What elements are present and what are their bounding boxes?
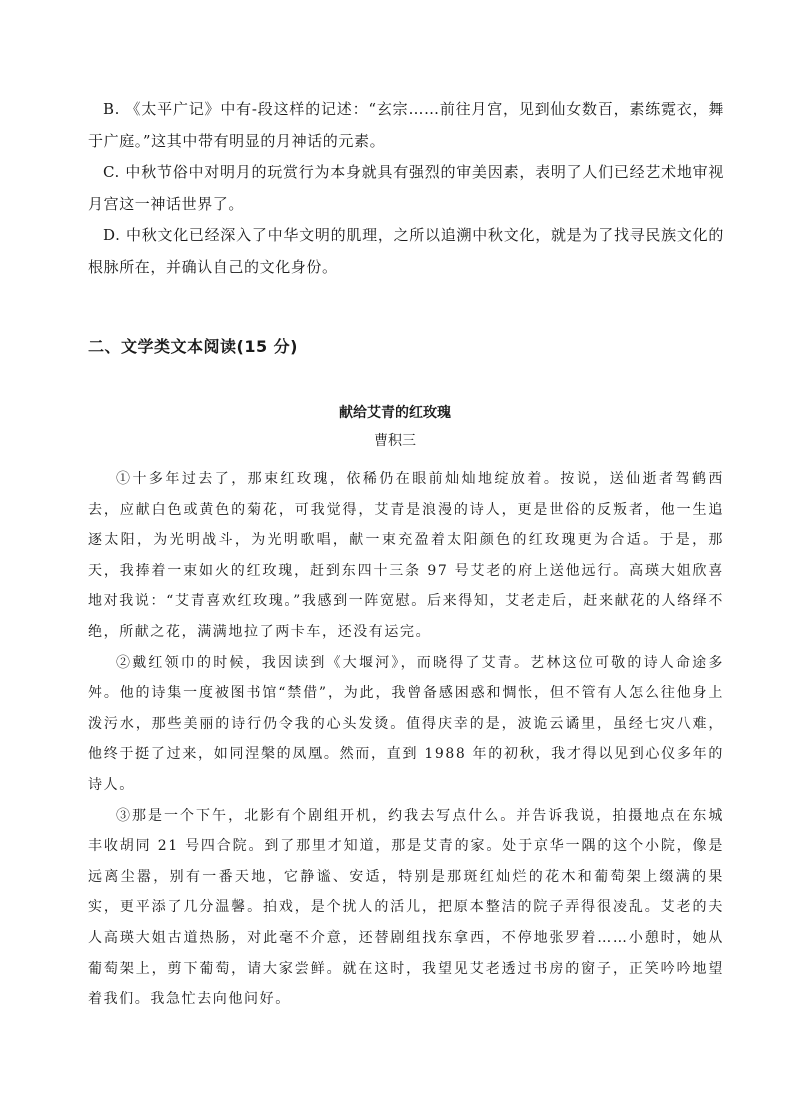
article-body (88, 464, 724, 1015)
answer-options (88, 94, 724, 283)
article-title: 献给艾青的红玫瑰 (339, 405, 451, 421)
option-d: D. 中秋文化已经深入了中华文明的肌理，之所以追溯中秋文化，就是为了找寻民族文化的根脉所在，并确认自己的文化身份。 (88, 226, 724, 276)
paragraph-3: ③那是一个下午，北影有个剧组开机，约我去写点什么。并告诉我说，拍摄地点在东城丰收胡同 21 号四合院。到了那里才知道，那是艾青的家。处于京华一隅的这个小院，像是远离尘嚣，别有一番天地，它静谧、安适，特别是那斑红灿烂的花木和葡萄架上缀满的果实，更平添了几分温馨。拍戏，是个扰人的活儿，把原本整洁的院子弄得很凌乱。艾老的夫人高瑛大姐古道热肠，对此毫不介意，还替剧组找东拿西，不停地张罗着……小憩时，她从葡萄架上，剪下葡萄，请大家尝鲜。就在这时，我望见艾老透过书房的窗子，正笑吟吟地望着我们。我急忙去向他问好。 (88, 807, 724, 1008)
option-c: C. 中秋节俗中对明月的玩赏行为本身就具有强烈的审美因素，表明了人们已经艺术地审视月宫这一神话世界了。 (88, 163, 724, 213)
paragraph-1: ①十多年过去了，那束红玫瑰，依稀仍在眼前灿灿地绽放着。按说，送仙逝者驾鹤西去，应献白色或黄色的菊花，可我觉得，艾青是浪漫的诗人，更是世俗的反叛者，他一生追逐太阳，为光明战斗，为光明歌唱，献一束充盈着太阳颜色的红玫瑰更为合适。于是，那天，我捧着一束如火的红玫瑰，赶到东四十三条 97 号艾老的府上送他远行。高瑛大姐欣喜地对我说：“艾青喜欢红玫瑰。”我感到一阵宽慰。后来得知，艾老走后，赶来献花的人络绎不绝，所献之花，满满地拉了两卡车，还没有运完。 (88, 471, 724, 640)
section-heading: 二、文学类文本阅读(15 分) (88, 337, 298, 356)
paragraph-2: ②戴红领巾的时候，我因读到《大堰河》，而晓得了艾青。艺林这位可敬的诗人命途多舛。他的诗集一度被图书馆“禁借”，为此，我曾备感困惑和惆怅，但不管有人怎么往他身上泼污水，那些美丽的诗行仍令我的心头发烫。值得庆幸的是，波诡云谲里，虽经七灾八难，他终于挺了过来，如同涅槃的凤凰。然而，直到 1988 年的初秋，我才得以见到心仪多年的诗人。 (88, 654, 724, 793)
article-author: 曹积三 (374, 433, 416, 449)
option-b: B. 《太平广记》中有-段这样的记述：“玄宗……前往月宫，见到仙女数百，素练霓衣，舞于广庭。”这其中带有明显的月神话的元素。 (88, 100, 724, 150)
